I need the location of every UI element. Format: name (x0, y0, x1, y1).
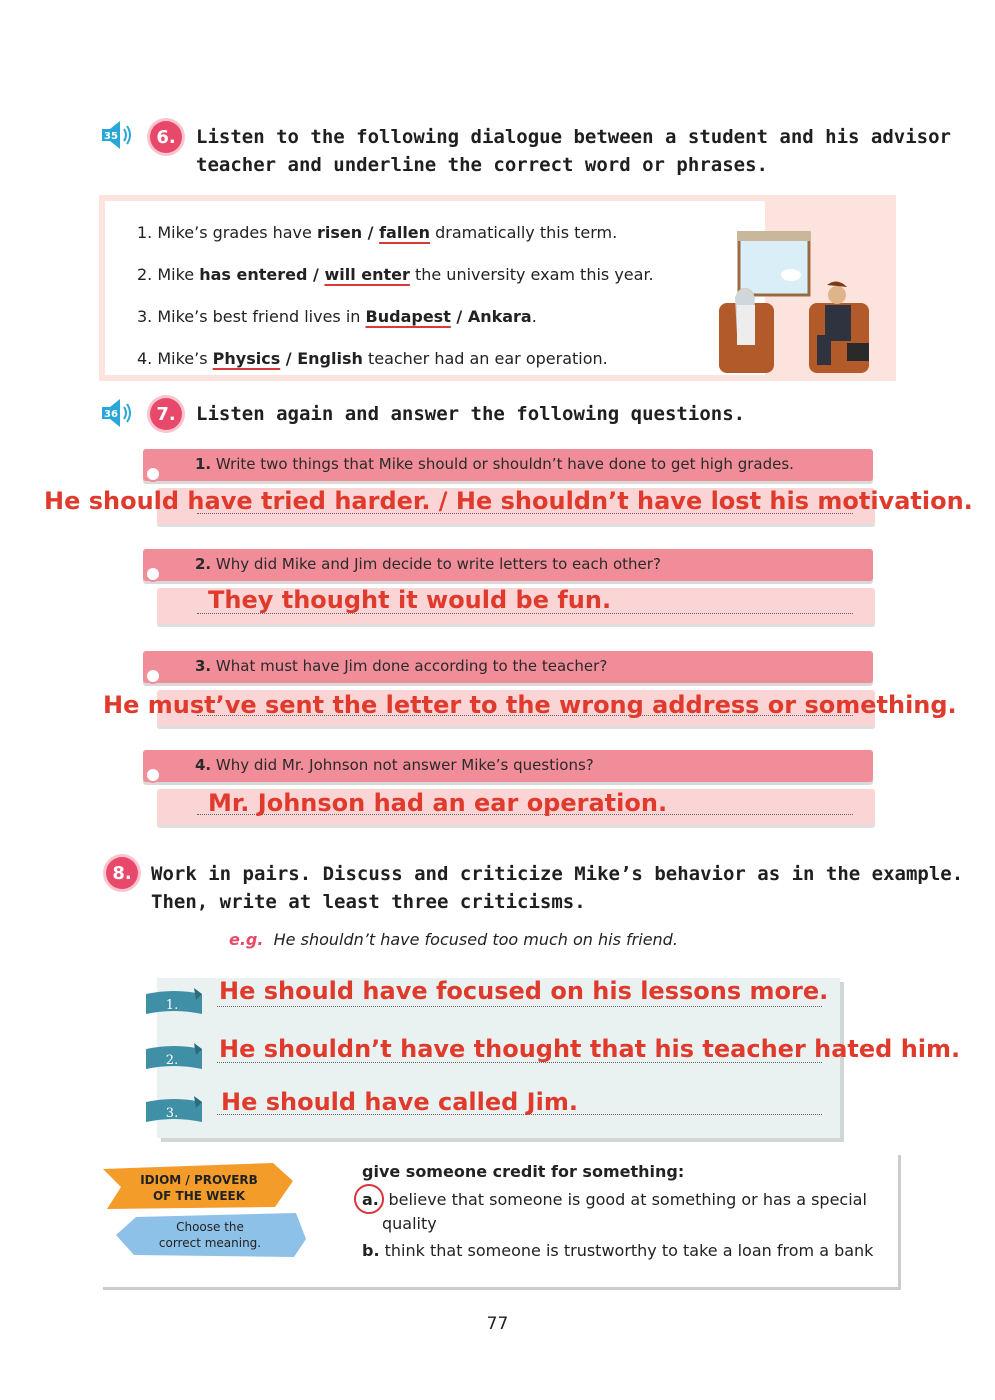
chosen-option: Physics (212, 349, 281, 368)
pin-icon (145, 566, 161, 582)
answer-4-text: Mr. Johnson had an ear operation. (208, 789, 668, 817)
criticism-3-text: He should have called Jim. (221, 1088, 578, 1116)
svg-text:1.: 1. (165, 998, 179, 1013)
advisor-illustration (709, 225, 889, 375)
question-1-text: 1. Write two things that Mike should or shouldn’t have done to get high grades. (195, 455, 794, 473)
ribbon-1-icon (146, 988, 202, 1018)
audio-36-icon[interactable] (100, 396, 134, 434)
ribbon-3-icon (146, 1096, 202, 1126)
option-a-label: a. (362, 1190, 384, 1209)
sentence-1: 1. Mike’s grades have risen / fallen dramatically this term. (137, 223, 618, 242)
exercise-8-badge: 8. (106, 857, 138, 889)
chosen-option: will enter (324, 265, 410, 284)
audio-35-icon[interactable] (100, 118, 134, 156)
question-2-text: 2. Why did Mike and Jim decide to write letters to each other? (195, 555, 661, 573)
exercise-6-instruction-line2: teacher and underline the correct word or phrases. (196, 154, 768, 176)
idiom-tag-ribbon (103, 1163, 293, 1211)
exercise-6-sentences (105, 201, 765, 375)
exercise-6-panel (99, 195, 896, 381)
idiom-option-a[interactable]: a. believe that someone is good at something or has a special (362, 1190, 867, 1209)
exercise-6-badge: 6. (150, 121, 182, 153)
sentence-2: 2. Mike has entered / will enter the university exam this year. (137, 265, 654, 284)
question-1-bar (143, 449, 873, 481)
question-4-bar (143, 750, 873, 782)
chosen-option: fallen (379, 223, 431, 242)
pin-icon (145, 668, 161, 684)
exercise-8-instruction-line2: Then, write at least three criticisms. (151, 891, 586, 913)
exercise-7-instruction: Listen again and answer the following questions. (196, 403, 746, 425)
svg-text:3.: 3. (165, 1106, 179, 1121)
selected-circle-icon (354, 1184, 384, 1214)
pin-icon (145, 767, 161, 783)
idiom-sub-ribbon (116, 1213, 306, 1259)
question-3-bar (143, 651, 873, 683)
idiom-option-a-line2: quality (382, 1214, 437, 1233)
svg-text:Choose the: Choose the (176, 1220, 244, 1234)
exercise-7-badge: 7. (150, 398, 182, 430)
question-3-text: 3. What must have Jim done according to the teacher? (195, 657, 608, 675)
example-sentence: e.g. He shouldn’t have focused too much on his friend. (229, 930, 678, 949)
exercise-6-instruction-line1: Listen to the following dialogue between a student and his advisor (196, 126, 951, 148)
answer-3-text: He must’ve sent the letter to the wrong address or something. (103, 691, 957, 719)
svg-text:2.: 2. (165, 1053, 179, 1068)
idiom-option-b[interactable]: b. think that someone is trustworthy to take a loan from a bank (362, 1241, 874, 1260)
svg-text:OF THE WEEK: OF THE WEEK (152, 1189, 246, 1203)
audio-track-number: 35 (104, 131, 118, 142)
sentence-3: 3. Mike’s best friend lives in Budapest / Ankara. (137, 307, 537, 326)
idiom-phrase: give someone credit for something: (362, 1162, 685, 1181)
svg-text:IDIOM / PROVERB: IDIOM / PROVERB (140, 1173, 258, 1187)
sentence-4: 4. Mike’s Physics / English teacher had an ear operation. (137, 349, 608, 368)
page-number: 77 (486, 1314, 509, 1334)
svg-text:correct meaning.: correct meaning. (158, 1236, 262, 1250)
criticism-1-text: He should have focused on his lessons more. (219, 977, 829, 1005)
audio-track-number: 36 (104, 409, 118, 420)
criticism-2-text: He shouldn’t have thought that his teacher hated him. (219, 1035, 961, 1063)
chosen-option: Budapest (365, 307, 451, 326)
answer-2-text: They thought it would be fun. (208, 586, 612, 614)
question-2-bar (143, 549, 873, 581)
question-4-text: 4. Why did Mr. Johnson not answer Mike’s questions? (195, 756, 594, 774)
exercise-8-instruction-line1: Work in pairs. Discuss and criticize Mike’s behavior as in the example. (151, 863, 964, 885)
ribbon-2-icon (146, 1043, 202, 1073)
answer-1-text: He should have tried harder. / He shouldn’t have lost his motivation. (44, 487, 973, 515)
pin-icon (145, 466, 161, 482)
